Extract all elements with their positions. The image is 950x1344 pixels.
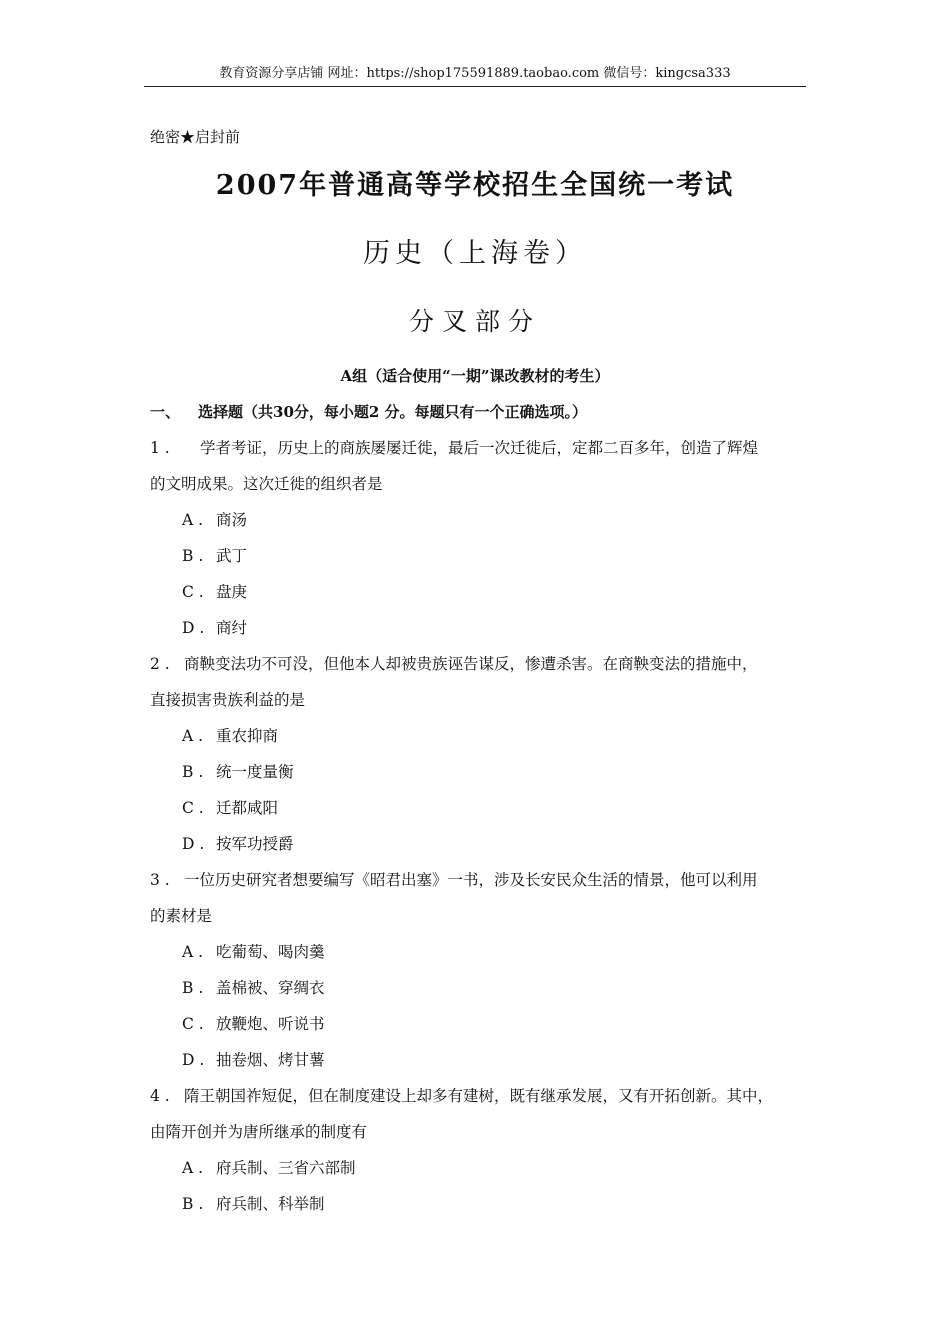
option-letter: C . (182, 583, 204, 601)
question (150, 646, 810, 682)
question-number: 4 . (150, 1087, 170, 1105)
question-number: 1 . (150, 439, 170, 457)
question-list (150, 430, 810, 1222)
option-letter: B . (182, 1195, 204, 1213)
option-letter: C . (182, 799, 204, 817)
question-continuation: 由隋开创并为唐所继承的制度有 (150, 1123, 368, 1141)
option-letter: B . (182, 763, 204, 781)
option (150, 1042, 810, 1078)
question-number: 3 . (150, 871, 170, 889)
option-text: 统一度量衡 (216, 763, 294, 781)
option (150, 826, 810, 862)
section-heading (150, 400, 587, 424)
option-text: 府兵制、三省六部制 (216, 1159, 356, 1177)
question-continuation: 的文明成果。这次迁徙的组织者是 (150, 475, 383, 493)
option (150, 1150, 810, 1186)
option-text: 迁都咸阳 (216, 799, 279, 817)
option-text: 商纣 (216, 619, 248, 637)
question-text: 隋王朝国祚短促，但在制度建设上却多有建树，既有继承发展，又有开拓创新。其中， (184, 1087, 774, 1105)
question-continuation: 直接损害贵族利益的是 (150, 691, 306, 709)
option (150, 574, 810, 610)
question-text: 一位历史研究者想要编写《昭君出塞》一书，涉及长安民众生活的情景，他可以利用 (184, 871, 758, 889)
exam-subtitle: 历史（上海卷） (363, 238, 587, 269)
option-letter: A . (182, 1159, 204, 1177)
question (150, 862, 810, 898)
option (150, 502, 810, 538)
option-letter: A . (182, 943, 204, 961)
option-text: 盖棉被、穿绸衣 (216, 979, 325, 997)
option-text: 放鞭炮、听说书 (216, 1015, 325, 1033)
option-letter: A . (182, 511, 204, 529)
option (150, 538, 810, 574)
question-number: 2 . (150, 655, 170, 673)
question (150, 430, 810, 466)
option (150, 790, 810, 826)
option-letter: C . (182, 1015, 204, 1033)
part-title: 分叉部分 (408, 307, 541, 336)
option-text: 重农抑商 (216, 727, 279, 745)
exam-title: 2007年普通高等学校招生全国统一考试 (215, 170, 735, 201)
option-text: 吃葡萄、喝肉羹 (216, 943, 325, 961)
option-text: 抽卷烟、烤甘薯 (216, 1051, 325, 1069)
page-header: 教育资源分享店铺 网址：https://shop175591889.taobao.com 微信号：kingcsa333 (144, 62, 806, 87)
question (150, 1078, 810, 1114)
option-text: 盘庚 (216, 583, 248, 601)
section-number: 一、 (150, 403, 181, 421)
option-letter: B . (182, 547, 204, 565)
option (150, 1006, 810, 1042)
option (150, 970, 810, 1006)
secret-label: 绝密★启封前 (150, 128, 241, 146)
option-letter: D . (182, 619, 205, 637)
option-letter: A . (182, 727, 204, 745)
section-text: 选择题（共30分，每小题2 分。每题只有一个正确选项。） (198, 403, 588, 421)
option-text: 商汤 (216, 511, 248, 529)
question-text: 学者考证，历史上的商族屡屡迁徙，最后一次迁徙后，定都二百多年，创造了辉煌 (200, 439, 759, 457)
option (150, 754, 810, 790)
option (150, 1186, 810, 1222)
option-text: 按军功授爵 (216, 835, 294, 853)
question-continuation: 的素材是 (150, 907, 213, 925)
group-heading: A组（适合使用“一期”课改教材的考生） (340, 367, 610, 385)
option-text: 府兵制、科举制 (216, 1195, 325, 1213)
option-letter: D . (182, 1051, 205, 1069)
option-letter: D . (182, 835, 205, 853)
option (150, 934, 810, 970)
option (150, 610, 810, 646)
option (150, 718, 810, 754)
question-text: 商鞅变法功不可没，但他本人却被贵族诬告谋反，惨遭杀害。在商鞅变法的措施中， (184, 655, 758, 673)
option-text: 武丁 (216, 547, 248, 565)
option-letter: B . (182, 979, 204, 997)
